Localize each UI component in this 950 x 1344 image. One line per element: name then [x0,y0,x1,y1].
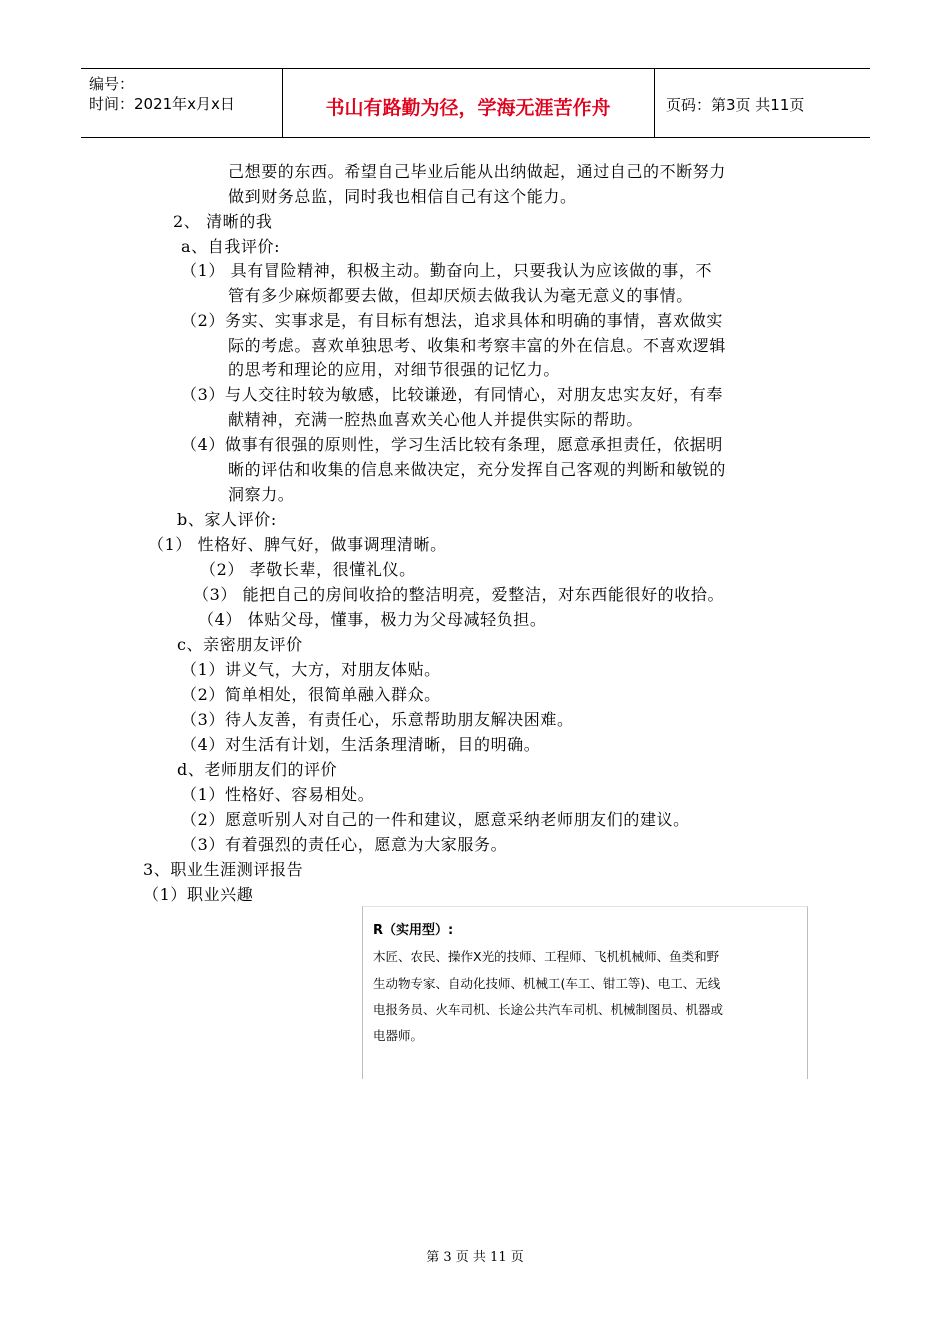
subsection-heading: c、亲密朋友评价 [177,635,303,654]
body-line: 管有多少麻烦都要去做，但却厌烦去做我认为毫无意义的事情。 [228,286,693,305]
list-item: （1） 具有冒险精神，积极主动。勤奋向上，只要我认为应该做的事，不 [181,261,713,280]
page-header [81,68,870,138]
header-left [89,74,235,114]
list-item: （3） 能把自己的房间收拾的整洁明亮，爱整洁，对东西能很好的收拾。 [193,585,725,604]
figure-title: R（实用型）: [373,923,454,938]
document-number-label: 编号： [89,75,135,93]
header-page-info: 页码：第3页 共11页 [666,96,805,114]
body-line: 做到财务总监，同时我也相信自己有这个能力。 [228,187,577,206]
body-line: 晰的评估和收集的信息来做决定，充分发挥自己客观的判断和敏锐的 [228,460,727,479]
figure-line: 电报务员、火车司机、长途公共汽车司机、机械制图员、机器或 [373,1002,724,1017]
subsection-heading: a、自我评价: [181,237,281,256]
body-line: 的思考和理论的应用，对细节很强的记忆力。 [228,360,561,379]
list-item: （2） 孝敬长辈，很懂礼仪。 [200,560,416,579]
subsection-heading: （1）职业兴趣 [143,885,254,904]
page-footer: 第 3 页 共 11 页 [426,1250,524,1265]
document-time-label: 时间：2021年x月x日 [89,95,235,113]
figure-line: 电器师。 [373,1028,424,1043]
body-line: 己想要的东西。希望自己毕业后能从出纳做起，通过自己的不断努力 [228,162,727,181]
body-line: 洞察力。 [228,485,295,504]
list-item: （1） 性格好、脾气好，做事调理清晰。 [148,535,447,554]
list-item: （4）对生活有计划，生活条理清晰，目的明确。 [181,735,541,754]
list-item: （1）性格好、容易相处。 [181,785,375,804]
body-line: 献精神，充满一腔热血喜欢关心他人并提供实际的帮助。 [228,410,644,429]
header-divider [654,69,655,137]
subsection-heading: b、家人评价: [177,510,277,529]
list-item: （4）做事有很强的原则性，学习生活比较有条理，愿意承担责任，依据明 [181,435,723,454]
section-heading: 3、职业生涯测评报告 [143,860,304,879]
list-item: （2）务实、实事求是，有目标有想法，追求具体和明确的事情，喜欢做实 [181,311,723,330]
section-heading: 2、 清晰的我 [173,212,273,231]
list-item: （3）待人友善，有责任心，乐意帮助朋友解决困难。 [181,710,574,729]
list-item: （1）讲义气，大方，对朋友体贴。 [181,660,441,679]
body-line: 际的考虑。喜欢单独思考、收集和考察丰富的外在信息。不喜欢逻辑 [228,336,727,355]
career-interest-figure [362,906,808,1079]
list-item: （3）与人交往时较为敏感，比较谦逊，有同情心，对朋友忠实友好，有奉 [181,385,723,404]
list-item: （2）简单相处，很简单融入群众。 [181,685,441,704]
figure-line: 生动物专家、自动化技师、机械工(车工、钳工等)、电工、无线 [373,976,721,991]
subsection-heading: d、老师朋友们的评价 [177,760,338,779]
list-item: （3）有着强烈的责任心，愿意为大家服务。 [181,835,508,854]
header-motto: 书山有路勤为径，学海无涯苦作舟 [325,97,611,119]
list-item: （2）愿意听别人对自己的一件和建议，愿意采纳老师朋友们的建议。 [181,810,690,829]
list-item: （4） 体贴父母，懂事，极力为父母减轻负担。 [198,610,547,629]
figure-line: 木匠、农民、操作X光的技师、工程师、飞机机械师、鱼类和野 [373,949,720,964]
